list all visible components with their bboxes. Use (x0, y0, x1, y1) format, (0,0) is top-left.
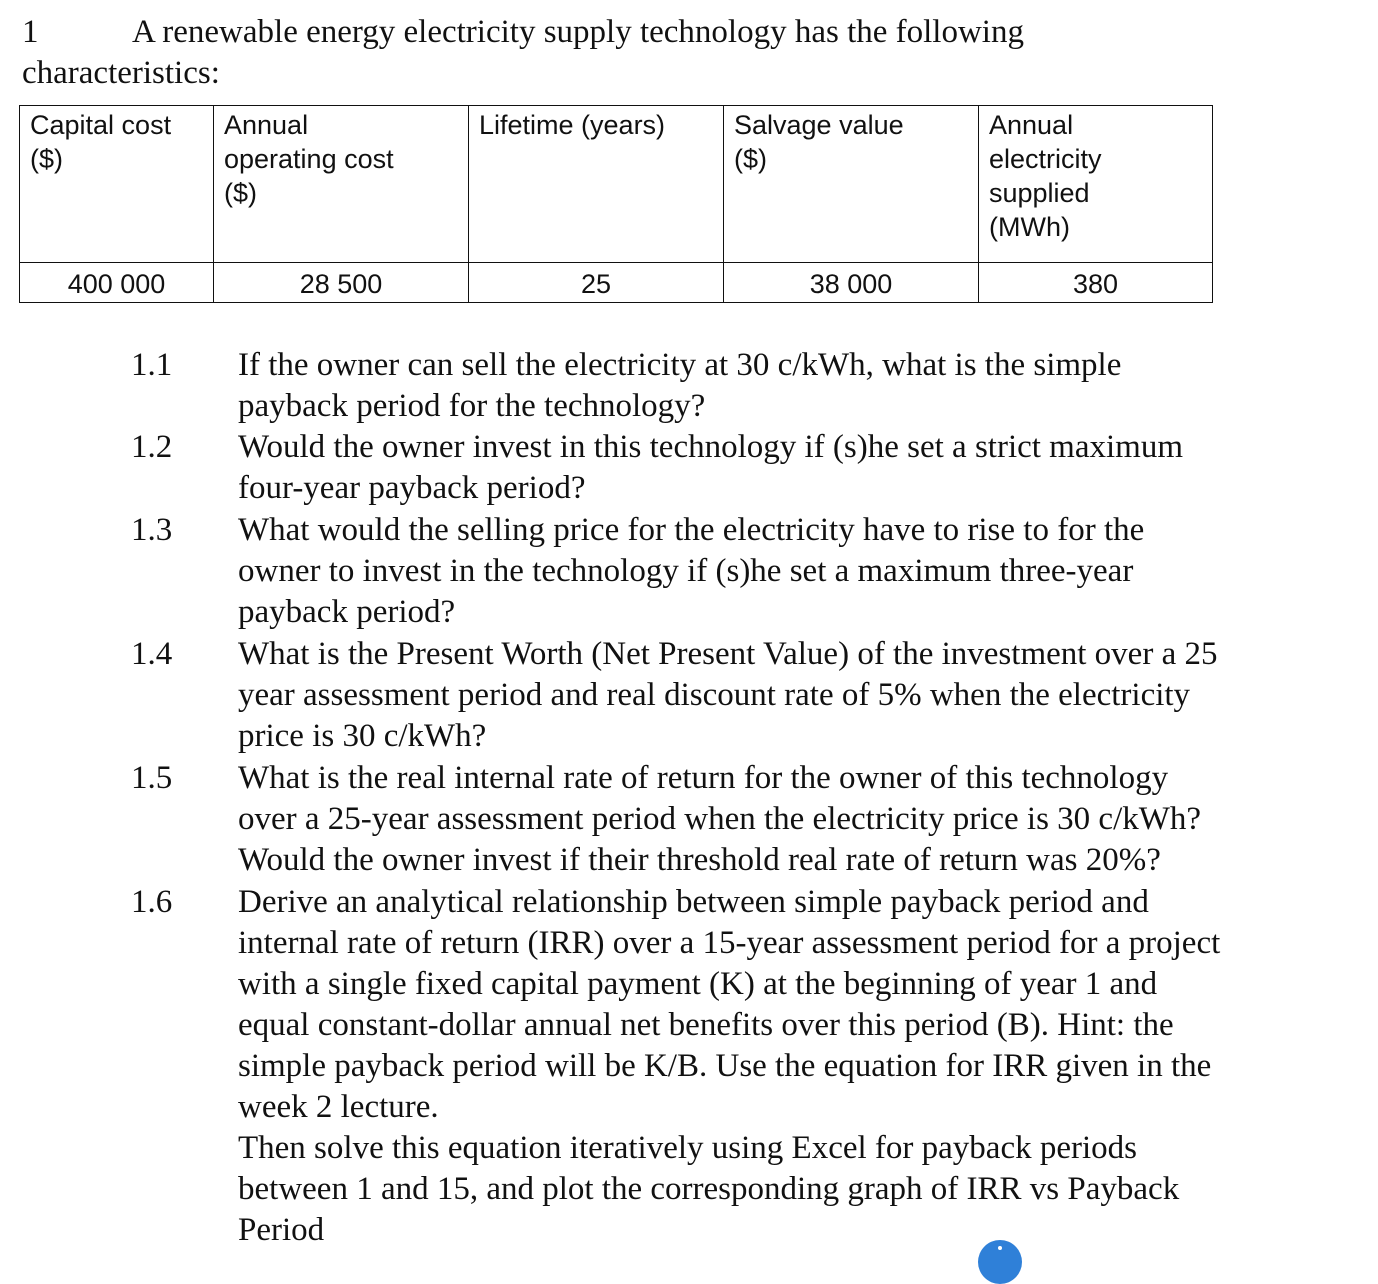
header-capital-cost: Capital cost ($) (20, 106, 214, 263)
value-salvage-value: 38 000 (724, 263, 979, 303)
item-line: Would the owner invest in this technology if (s)he set a strict maximum (238, 429, 1183, 465)
table-header-row (20, 106, 1213, 263)
item-line: over a 25-year assessment period when the electricity price is 30 c/kWh? (238, 801, 1202, 837)
item-line: Derive an analytical relationship between simple payback period and (238, 884, 1149, 920)
table-value-row (20, 263, 1213, 303)
item-line: year assessment period and real discount rate of 5% when the electricity (238, 677, 1191, 713)
list-item (238, 427, 1328, 509)
info-icon[interactable] (978, 1240, 1022, 1284)
header-annual-operating-cost: Annual operating cost ($) (214, 106, 469, 263)
list-item (238, 634, 1328, 757)
question-number: 1 (22, 14, 39, 50)
list-item (238, 758, 1328, 881)
item-number: 1.6 (131, 884, 173, 920)
item-line: four-year payback period? (238, 470, 586, 506)
item-line: What would the selling price for the electricity have to rise to for the (238, 512, 1145, 548)
item-line: payback period for the technology? (238, 388, 706, 424)
item-line: price is 30 c/kWh? (238, 718, 487, 754)
header-lifetime: Lifetime (years) (469, 106, 724, 263)
value-annual-operating-cost: 28 500 (214, 263, 469, 303)
question-intro-line-1: A renewable energy electricity supply technology has the following (132, 14, 1024, 50)
item-line: Then solve this equation iteratively using Excel for payback periods (238, 1130, 1137, 1166)
item-line: What is the Present Worth (Net Present Value) of the investment over a 25 (238, 636, 1218, 672)
characteristics-table (19, 105, 1213, 303)
item-line: Period (238, 1212, 325, 1248)
value-annual-electricity: 380 (979, 263, 1213, 303)
item-line: between 1 and 15, and plot the corresponding graph of IRR vs Payback (238, 1171, 1180, 1207)
item-number: 1.1 (131, 347, 173, 383)
item-line: What is the real internal rate of return for the owner of this technology (238, 760, 1169, 796)
item-line: week 2 lecture. (238, 1089, 439, 1125)
item-number: 1.2 (131, 429, 173, 465)
item-number: 1.5 (131, 760, 173, 796)
header-salvage-value: Salvage value ($) (724, 106, 979, 263)
item-line: payback period? (238, 594, 456, 630)
header-annual-electricity: Annual electricity supplied (MWh) (979, 106, 1213, 263)
list-item (238, 882, 1328, 1251)
item-line: internal rate of return (IRR) over a 15-year assessment period for a project (238, 925, 1221, 961)
item-line: owner to invest in the technology if (s)he set a maximum three-year (238, 553, 1134, 589)
item-line: with a single fixed capital payment (K) at the beginning of year 1 and (238, 966, 1158, 1002)
item-number: 1.4 (131, 636, 173, 672)
list-item (238, 510, 1328, 633)
item-line: Would the owner invest if their threshold real rate of return was 20%? (238, 842, 1161, 878)
value-lifetime: 25 (469, 263, 724, 303)
list-item (238, 345, 1328, 427)
item-number: 1.3 (131, 512, 173, 548)
question-intro-line-2: characteristics: (22, 55, 220, 91)
value-capital-cost: 400 000 (20, 263, 214, 303)
item-line: simple payback period will be K/B. Use the equation for IRR given in the (238, 1048, 1212, 1084)
item-line: If the owner can sell the electricity at 30 c/kWh, what is the simple (238, 347, 1122, 383)
item-line: equal constant-dollar annual net benefits over this period (B). Hint: the (238, 1007, 1174, 1043)
